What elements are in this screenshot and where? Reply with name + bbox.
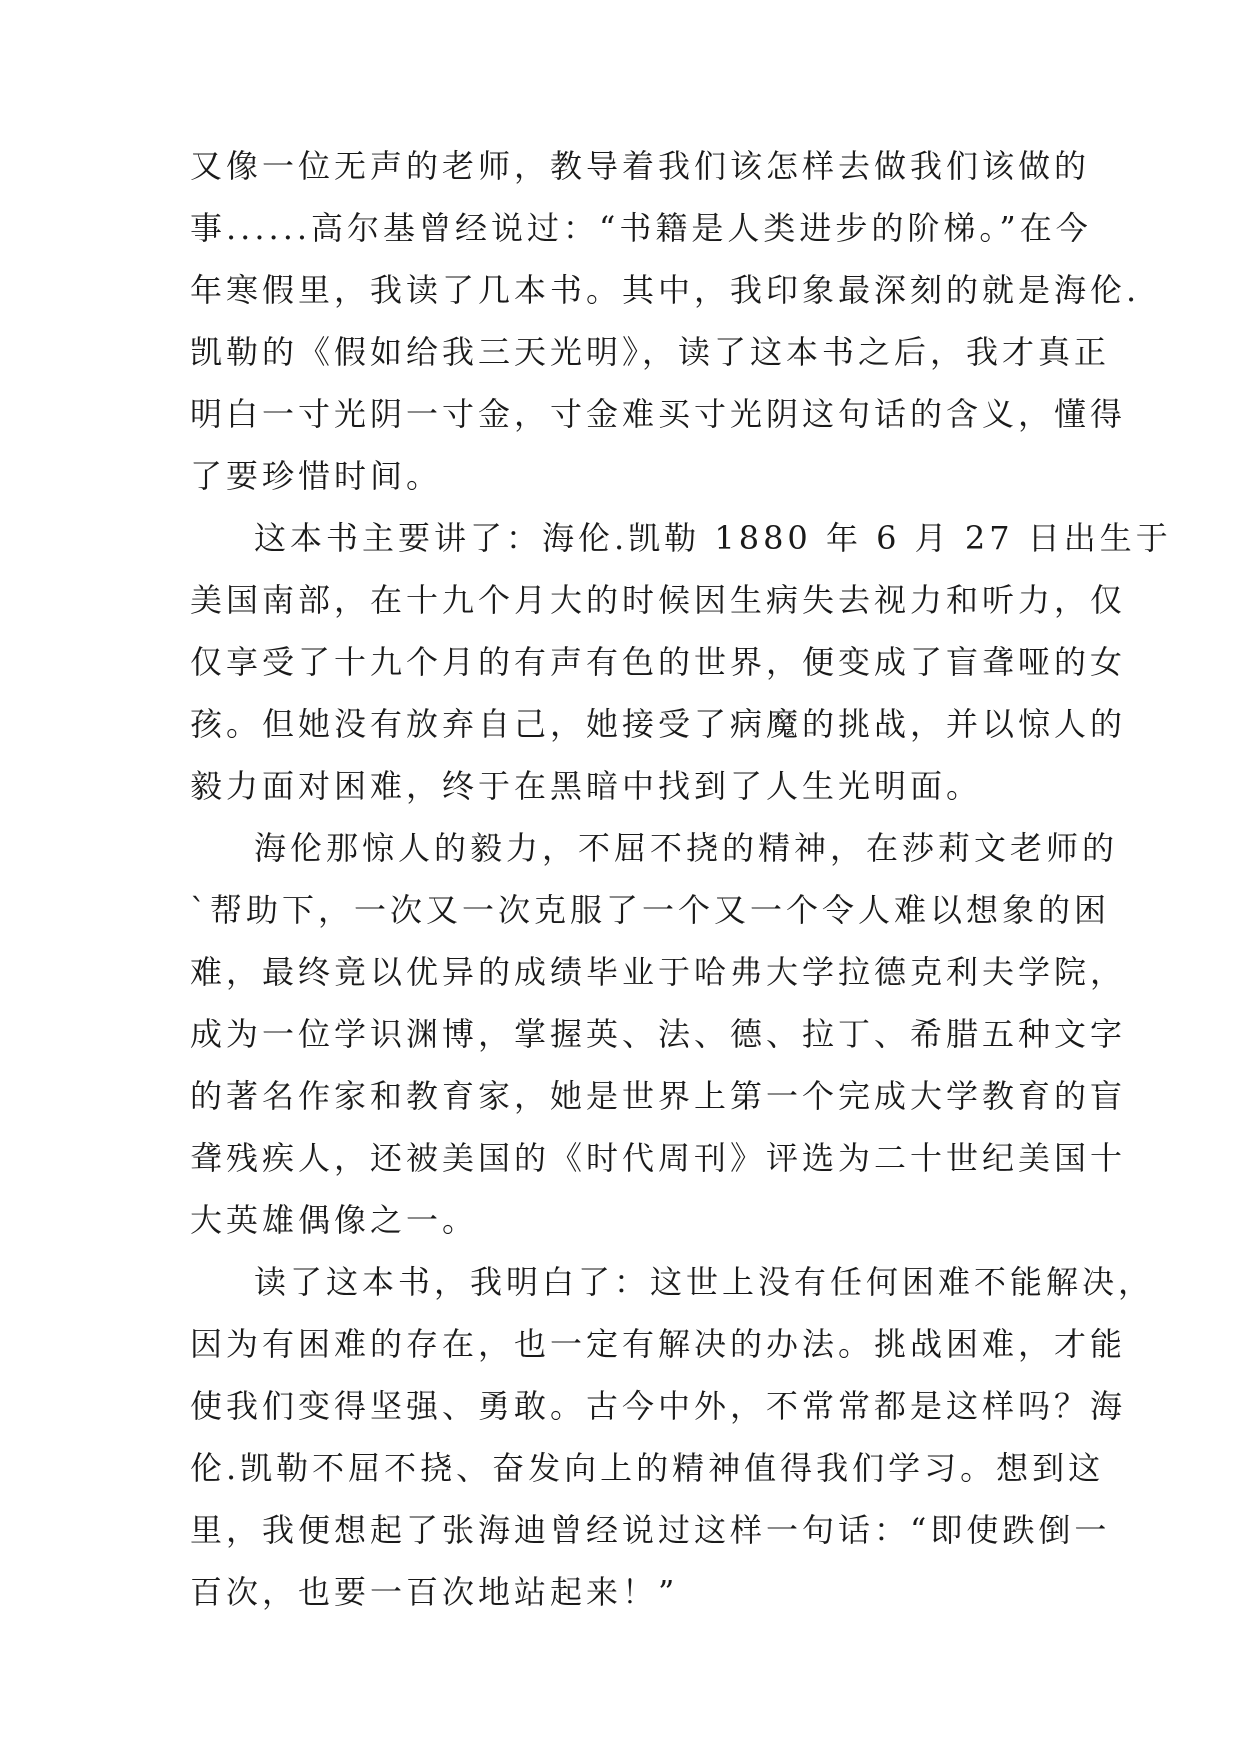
text-line: 了要珍惜时间。 bbox=[190, 457, 443, 495]
text-line: `帮助下，一次又一次克服了一个又一个令人难以想象的困 bbox=[190, 891, 1111, 929]
text-line: 百次，也要一百次地站起来！” bbox=[190, 1573, 679, 1611]
text-line: 凯勒的《假如给我三天光明》，读了这本书之后，我才真正 bbox=[190, 333, 1111, 371]
text-line: 年寒假里，我读了几本书。其中，我印象最深刻的就是海伦. bbox=[190, 271, 1141, 309]
text-line: 孩。但她没有放弃自己，她接受了病魔的挑战，并以惊人的 bbox=[190, 705, 1127, 743]
text-line: 的著名作家和教育家，她是世界上第一个完成大学教育的盲 bbox=[190, 1077, 1127, 1115]
text-line: 伦.凯勒不屈不挠、奋发向上的精神值得我们学习。想到这 bbox=[190, 1449, 1105, 1487]
text-line: 因为有困难的存在，也一定有解决的办法。挑战困难，才能 bbox=[190, 1325, 1127, 1363]
text-line: 成为一位学识渊博，掌握英、法、德、拉丁、希腊五种文字 bbox=[190, 1015, 1127, 1053]
text-line: 美国南部，在十九个月大的时候因生病失去视力和听力，仅 bbox=[190, 581, 1127, 619]
text-line: 事......高尔基曾经说过：“书籍是人类进步的阶梯。”在今 bbox=[190, 209, 1092, 247]
text-line: 毅力面对困难，终于在黑暗中找到了人生光明面。 bbox=[190, 767, 983, 805]
text-line: 聋残疾人，还被美国的《时代周刊》评选为二十世纪美国十 bbox=[190, 1139, 1127, 1177]
text-line: 仅享受了十九个月的有声有色的世界，便变成了盲聋哑的女 bbox=[190, 643, 1127, 681]
text-line: 大英雄偶像之一。 bbox=[190, 1201, 479, 1239]
text-line: 使我们变得坚强、勇敢。古今中外，不常常都是这样吗？海 bbox=[190, 1387, 1127, 1425]
text-line: 明白一寸光阴一寸金，寸金难买寸光阴这句话的含义，懂得 bbox=[190, 395, 1127, 433]
text-line: 里，我便想起了张海迪曾经说过这样一句话：“即使跌倒一 bbox=[190, 1511, 1111, 1549]
text-line: 海伦那惊人的毅力，不屈不挠的精神，在莎莉文老师的 bbox=[254, 829, 1119, 867]
text-line: 难，最终竟以优异的成绩毕业于哈弗大学拉德克利夫学院， bbox=[190, 953, 1127, 991]
text-line: 这本书主要讲了：海伦.凯勒 1880 年 6 月 27 日出生于 bbox=[254, 519, 1172, 557]
text-line: 读了这本书，我明白了：这世上没有任何困难不能解决， bbox=[254, 1263, 1155, 1301]
text-line: 又像一位无声的老师，教导着我们该怎样去做我们该做的 bbox=[190, 147, 1091, 185]
